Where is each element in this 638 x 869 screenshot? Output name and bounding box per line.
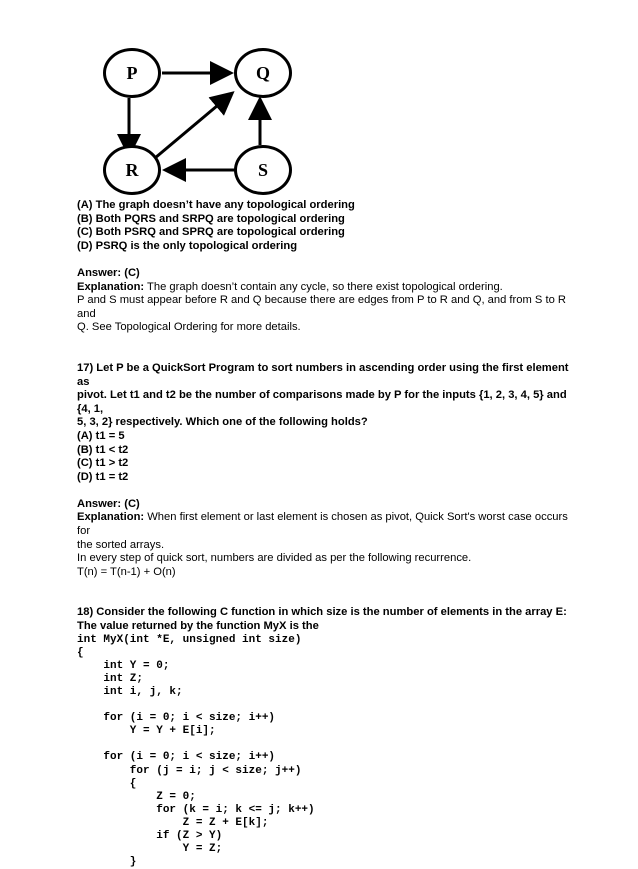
q17-explanation-line-3: In every step of quick sort, numbers are divided as per the following recurrence.: [77, 552, 472, 565]
q17-question-line-2: pivot. Let t1 and t2 be the number of comparisons made by P for the inputs {1, 2, 3, 4, 5} and {4, 1,: [77, 389, 567, 415]
q17-option-a: (A) t1 = 5: [77, 429, 125, 442]
q16-answer: Answer: (C): [77, 266, 140, 279]
q18-question-line-1: 18) Consider the following C function in which size is the number of elements in the array E:: [77, 606, 567, 619]
q17-option-d: (D) t1 = t2: [77, 470, 129, 483]
q16-option-b: (B) Both PQRS and SRPQ are topological ordering: [77, 212, 345, 225]
code-line: for (i = 0; i < size; i++): [77, 751, 276, 764]
edge-r-q: [155, 95, 230, 158]
q17-explanation-line-2: the sorted arrays.: [77, 538, 165, 551]
q16-explanation-line-2: P and S must appear before R and Q because there are edges from P to R and Q, and from S to R and: [77, 294, 567, 320]
document-body: [77, 199, 577, 869]
node-s: S: [234, 145, 292, 195]
code-line: for (j = i; j < size; j++): [77, 764, 302, 777]
q16-option-d: (D) PSRQ is the only topological ordering: [77, 239, 298, 252]
code-line: if (Z > Y): [77, 830, 223, 843]
graph-diagram: [100, 40, 300, 215]
q17-question-line-1: 17) Let P be a QuickSort Program to sort numbers in ascending order using the first element as: [77, 361, 569, 388]
code-line: int MyX(int *E, unsigned int size): [77, 633, 302, 646]
code-line: for (i = 0; i < size; i++): [77, 712, 276, 725]
code-line: [77, 738, 577, 751]
q16-explanation-line-3: Q. See Topological Ordering for more details.: [77, 321, 301, 334]
q17-explanation-label: Explanation:: [77, 511, 145, 524]
code-line: Z = Z + E[k];: [77, 816, 269, 829]
q16-explanation-text: The graph doesn’t contain any cycle, so there exist topological ordering.: [144, 280, 503, 293]
q16-explanation-label: Explanation:: [77, 280, 145, 293]
q17-explanation-line-1: [77, 511, 577, 538]
q17-explanation-text: When first element or last element is chosen as pivot, Quick Sort's worst case occurs for: [77, 511, 568, 538]
code-line: int Y = 0;: [77, 659, 170, 672]
code-line: Z = 0;: [77, 790, 196, 803]
q17-option-c: (C) t1 > t2: [77, 457, 129, 470]
node-q: Q: [234, 48, 292, 98]
code-line: }: [77, 856, 137, 869]
code-line: int i, j, k;: [77, 686, 183, 698]
q18-code-block: [77, 634, 577, 869]
code-line: for (k = i; k <= j; k++): [77, 803, 315, 816]
code-line: [77, 699, 577, 712]
q17-answer: Answer: (C): [77, 497, 140, 510]
code-line: {: [77, 777, 137, 790]
code-line: Y = Y + E[i];: [77, 725, 216, 738]
q17-explanation-line-4: T(n) = T(n-1) + O(n): [77, 565, 176, 578]
q17-question-line-3: 5, 3, 2} respectively. Which one of the following holds?: [77, 416, 368, 429]
q17-option-b: (B) t1 < t2: [77, 443, 129, 456]
q16-option-c: (C) Both PSRQ and SPRQ are topological ordering: [77, 226, 345, 239]
q16-option-a: (A) The graph doesn’t have any topological ordering: [77, 199, 355, 211]
node-p: P: [103, 48, 161, 98]
q16-explanation-line-1: [77, 281, 577, 295]
code-line: int Z;: [77, 672, 144, 685]
node-r: R: [103, 145, 161, 195]
q18-question-line-2: The value returned by the function MyX is the: [77, 620, 319, 633]
code-line: Y = Z;: [77, 843, 223, 856]
code-line: {: [77, 646, 84, 659]
